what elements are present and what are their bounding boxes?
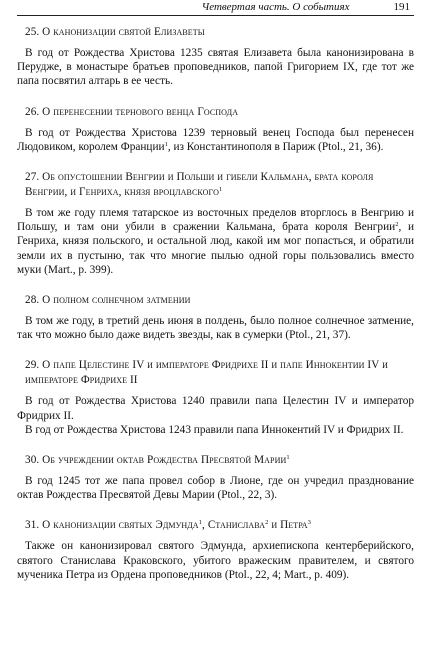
page-number: 191 [393, 1, 410, 13]
footnote-marker: 3 [307, 519, 312, 527]
section-paragraph: В том же году племя татарское из восточных пределов вторглось в Венгрию и Польшу, и там они убили в сражении Кальмана, брата короля Венгрии$^2$, и Генриха, князя польского, и остальной люд, какой им мог попасться, и обратили земли их в пустыню, так что многие пылью одной горы пользовались вместо муки (Mart., p. 399). [17, 207, 414, 276]
section-heading: 28. О полном солнечном затмении [25, 294, 191, 307]
section-heading: 26. О перенесении тернового венца Господа [25, 105, 239, 118]
section-26 [17, 105, 414, 154]
footnote-marker: 2 [265, 519, 269, 527]
section-heading: 30. Об учреждении октав Рождества Пресвятой Марии$^1$ [25, 454, 290, 467]
section-29 [17, 358, 414, 437]
footnote-marker: 1 [286, 454, 290, 462]
section-paragraph: Также он канонизировал святого Эдмунда, архиепископа кентерберийского, святого Станислава Краковского, убитого вражеским правителем, и святого мученика Петра из Ордена проповедников (Ptol., 22, 4; Mart., p. 409). [17, 540, 414, 581]
footnote-marker: 1 [218, 186, 223, 194]
section-paragraph: В год от Рождества Христова 1240 правили папа Целестин IV и император Фридрих II. [17, 395, 414, 422]
section-heading: 31. О канонизации святых Эдмунда$^1$, Станислава$^2$ и Петра$^3$ [25, 519, 312, 532]
section-paragraph: В год от Рождества Христова 1243 правили папа Иннокентий IV и Фридрих II. [25, 423, 404, 436]
running-title: Четвертая часть. О событиях [201, 1, 350, 13]
section-paragraph: В том же году, в третий день июня в полдень, было полное солнечное затмение, так что можно было даже видеть звезды, как в сумерки (Ptol., 21, 37). [17, 315, 414, 342]
section-heading: 27. Об опустошении Венгрии и Польши и гибели Кальмана, брата короля Венгрии, и Генриха, князя вроцлавского$^1$ [25, 171, 374, 199]
section-paragraph: В год от Рождества Христова 1239 терновый венец Господа был перенесен Людовиком, королем Франции$^1$, из Константинополя в Париж (Ptol., 21, 36). [17, 126, 414, 153]
section-27 [17, 170, 414, 277]
section-heading: 29. О папе Целестине IV и императоре Фридрихе II и папе Иннокентии IV и императоре Фридрихе II [25, 359, 388, 387]
running-header [17, 0, 414, 16]
section-paragraph: В год от Рождества Христова 1235 святая Елизавета была канонизирована в Перудже, в монастыре братьев проповедников, папой Григорием IX, где тот же папа посвятил алтарь в ее честь. [17, 47, 414, 88]
section-paragraph: В год 1245 тот же папа провел собор в Лионе, где он учредил празднование октав Рождества Пресвятой Девы Марии (Ptol., 22, 3). [17, 475, 414, 502]
section-30 [17, 453, 414, 502]
section-heading: 25. О канонизации святой Елизаветы [25, 26, 205, 38]
footnote-marker: 2 [395, 221, 399, 229]
footnote-marker: 1 [198, 519, 203, 527]
section-25 [17, 25, 414, 89]
footnote-marker: 1 [164, 140, 168, 148]
section-31 [17, 518, 414, 582]
section-28 [17, 293, 414, 342]
